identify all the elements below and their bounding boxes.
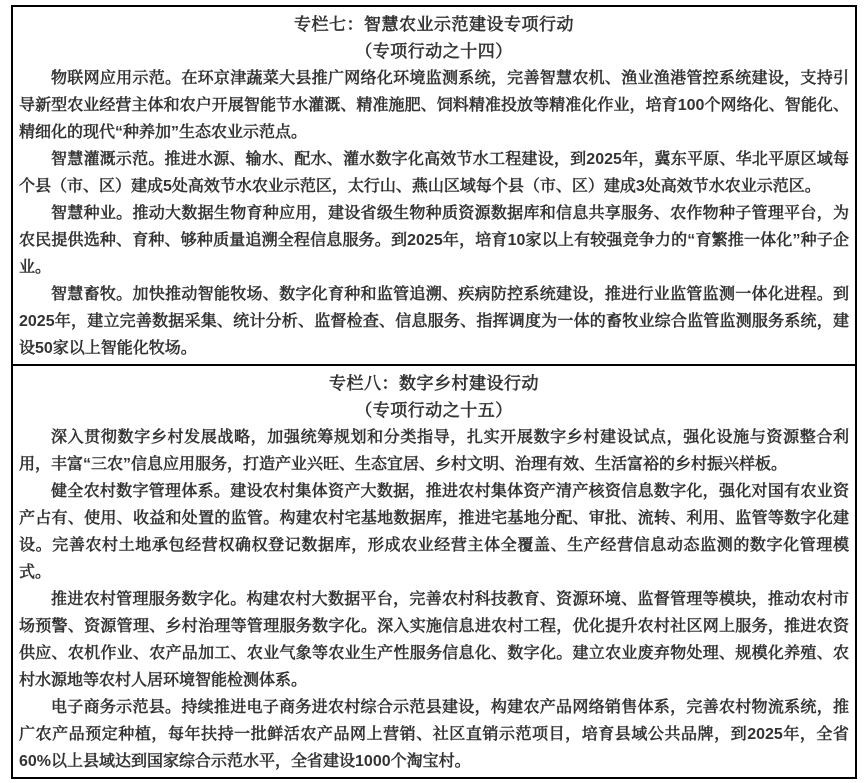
panel-seven-title: 专栏七：智慧农业示范建设专项行动 bbox=[294, 15, 574, 34]
paragraph-digital-village-strategy: 深入贯彻数字乡村发展战略，加强统筹规划和分类指导，扎实开展数字乡村建设试点，强化设施与资源整合利用，丰富“三农”信息应用服务，打造产业兴旺、生态宜居、乡村文明、治理有效、生活富裕的乡村振兴样板。 bbox=[19, 429, 849, 473]
panel-seven-subtitle: （专项行动之十四） bbox=[355, 42, 513, 61]
panel-column-eight bbox=[11, 366, 857, 779]
paragraph-rural-digital-management: 健全农村数字管理体系。建设农村集体资产大数据，推进农村集体资产清产核资信息数字化，强化对国有农业资产占有、使用、收益和处置的监管。构建农村宅基地数据库，推进宅基地分配、审批、流转、利用、监管等数字化建设。完善农村土地承包经营权确权登记数据库，形成农业经营主体全覆盖、生产经营信息动态监测的数字化管理模式。 bbox=[19, 483, 849, 581]
paragraph-iot-demo: 物联网应用示范。在环京津蔬菜大县推广网络化环境监测系统，完善智慧农机、渔业渔港管控系统建设，支持引导新型农业经营主体和农户开展智能节水灌溉、精准施肥、饲料精准投放等精准化作业，培育100个网络化、智能化、精细化的现代“种养加”生态农业示范点。 bbox=[19, 70, 849, 141]
paragraph-rural-service-digitization: 推进农村管理服务数字化。构建农村大数据平台，完善农村科技教育、资源环境、监督管理等模块，推动农村市场预警、资源管理、乡村治理等管理服务数字化。深入实施信息进农村工程，优化提升农村社区网上服务，推进农资供应、农机作业、农产品加工、农业气象等农业生产性服务信息化、数字化。建立农业废弃物处理、规模化养殖、农村水源地等农村人居环境智能检测体系。 bbox=[19, 591, 849, 689]
panel-eight-title: 专栏八：数字乡村建设行动 bbox=[329, 374, 539, 393]
paragraph-ecommerce-county: 电子商务示范县。持续推进电子商务进农村综合示范县建设，构建农产品网络销售体系，完善农村物流系统，推广农产品预定种植，每年扶持一批鲜活农产品网上营销、社区直销示范项目，培育县域公共品牌，到2025年，全省60%以上县域达到国家综合示范水平，全省建设1000个淘宝村。 bbox=[19, 699, 849, 770]
panel-eight-subtitle: （专项行动之十五） bbox=[355, 401, 513, 420]
paragraph-smart-livestock: 智慧畜牧。加快推动智能牧场、数字化育种和监管追溯、疾病防控系统建设，推进行业监管监测一体化进程。到2025年，建立完善数据采集、统计分析、监督检查、信息服务、指挥调度为一体的畜牧业综合监管监测服务系统，建设50家以上智能化牧场。 bbox=[19, 286, 849, 357]
panel-column-seven bbox=[11, 5, 857, 366]
paragraph-smart-irrigation: 智慧灌溉示范。推进水源、输水、配水、灌水数字化高效节水工程建设，到2025年，冀东平原、华北平原区域每个县（市、区）建成5处高效节水农业示范区，太行山、燕山区域每个县（市、区）建成3处高效节水农业示范区。 bbox=[19, 151, 849, 195]
paragraph-smart-seed: 智慧种业。推动大数据生物育种应用，建设省级生物种质资源数据库和信息共享服务、农作物种子管理平台，为农民提供选种、育种、够种质量追溯全程信息服务。到2025年，培育10家以上有较强竞争力的“育繁推一体化”种子企业。 bbox=[19, 205, 849, 276]
